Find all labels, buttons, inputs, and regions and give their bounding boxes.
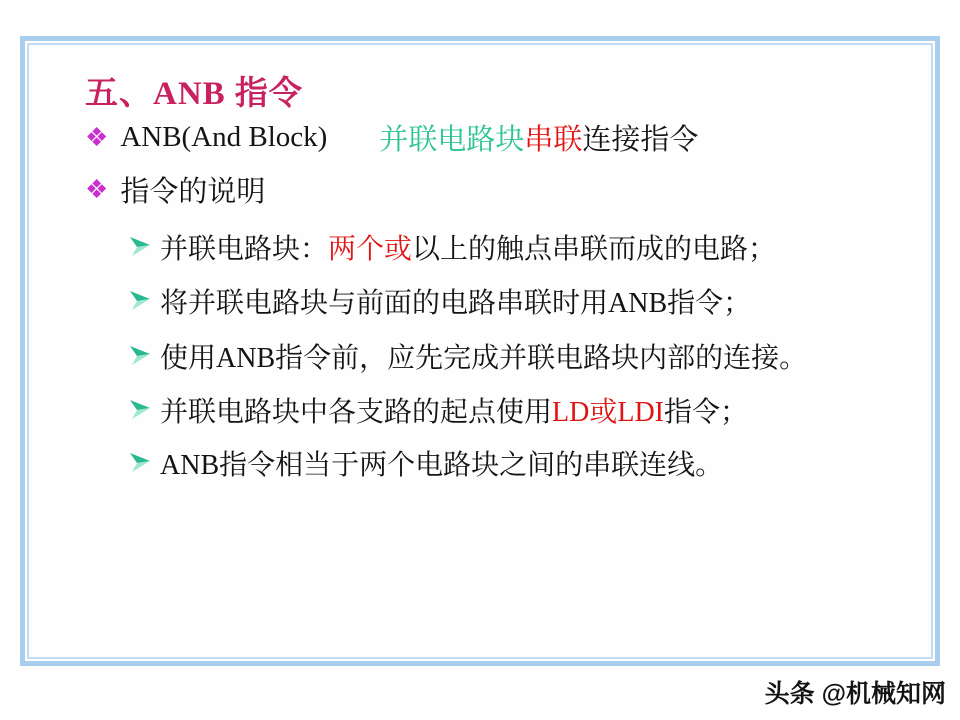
text-segment: 并联电路块： (160, 234, 329, 265)
arrow-bullet-icon (128, 344, 152, 368)
sub-bullet-use-anb-for-series (128, 281, 751, 321)
text-segment: ANB指令相当于两个电路块之间的串联连线。 (160, 450, 724, 481)
arrow-bullet-icon (128, 398, 152, 422)
text-segment: 将并联电路块与前面的电路串联时用ANB指令； (160, 288, 752, 319)
text-segment: 并联电路块中各支路的起点使用 (160, 397, 553, 428)
sub-bullet-anb-equivalent-series-link (128, 443, 723, 483)
arrow-bullet-icon (128, 451, 152, 475)
text-segment-highlight-red: LD或LDI (552, 397, 664, 428)
text-segment: ANB(And Block) (120, 121, 328, 153)
text-segment: 使用ANB指令前，应先完成并联电路块内部的连接。 (160, 343, 808, 374)
sub-bullet-branch-start-ld-ldi (128, 390, 748, 430)
slide-title: 五、ANB 指令 (85, 76, 303, 112)
text-segment-highlight-red: 两个或 (328, 234, 413, 265)
sub-bullet-parallel-block-definition (128, 227, 776, 267)
arrow-bullet-icon (128, 289, 152, 313)
arrow-bullet-icon (128, 235, 152, 259)
diamond-bullet-icon: ❖ (85, 174, 109, 204)
slide-frame (20, 36, 940, 666)
text-segment-highlight-red: 串联 (524, 124, 583, 156)
watermark-label: 头条 @机械知网 (764, 680, 946, 708)
text-segment: 以上的触点串联而成的电路； (412, 234, 777, 265)
bullet-line-instruction-notes (85, 169, 265, 210)
text-segment: 指令的说明 (120, 176, 266, 208)
slide-content-area (27, 43, 933, 659)
bullet-line-anb-definition (85, 117, 698, 158)
diamond-bullet-icon: ❖ (85, 122, 109, 152)
text-segment-highlight-teal: 并联电路块 (379, 124, 525, 156)
text-segment: 指令； (664, 397, 749, 428)
sub-bullet-complete-internal-connection (128, 336, 807, 376)
text-segment: 连接指令 (582, 124, 699, 156)
